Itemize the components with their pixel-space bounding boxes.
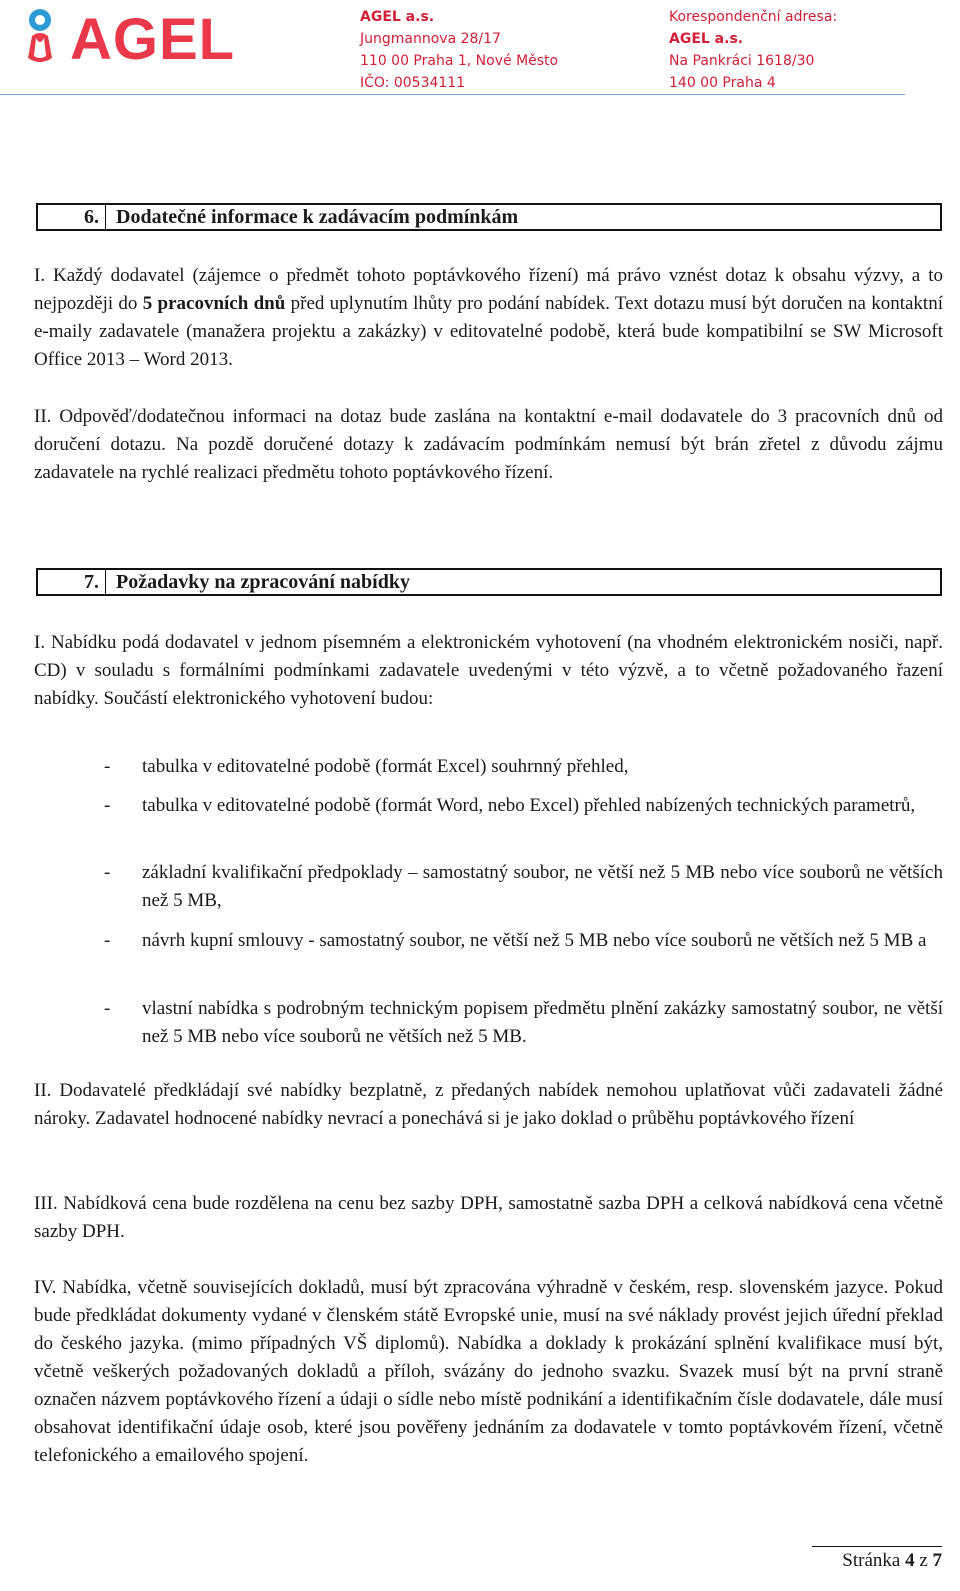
list-item-text: základní kvalifikační předpoklady – samostatný soubor, ne větší než 5 MB nebo více souborů ne větších než 5 MB, (142, 862, 943, 911)
list-item (106, 792, 943, 820)
section-6-paragraph-1 (34, 262, 943, 374)
correspondence-street: Na Pankráci 1618/30 (669, 53, 815, 69)
list-dash: - (104, 998, 111, 1019)
company-address (360, 6, 558, 94)
page-label: Stránka (842, 1550, 901, 1571)
section-7-paragraph-2: II. Dodavatelé předkládají své nabídky bezplatně, z předaných nabídek nemohou uplatňovat vůči zadavateli žádné nároky. Zadavatel hodnocené nabídky nevrací a ponechává si je jako doklad o průběhu poptávkového řízení (34, 1080, 943, 1129)
logo-wordmark: AGEL (70, 7, 236, 72)
company-name: AGEL a.s. (360, 9, 435, 25)
list-item (106, 927, 943, 955)
section-number: 7. (38, 570, 106, 594)
list-item (106, 995, 943, 1051)
section-7-paragraph-4: IV. Nabídka, včetně souvisejících dokladů, musí být zpracována výhradně v českém, resp. slovenském jazyce. Pokud bude předkládat dokumenty vydané v členském státě Evropské unie, musí na své náklady provést jejich úřední překlad do českého jazyka. (mimo případných VŠ diplomů). Nabídka a doklady k prokázání splnění kvalifikace musí být, včetně veškerých požadovaných dokladů a příloh, svázány do jednoho svazku. Svazek musí být na první straně označen názvem poptávkového řízení a údaji o sídle nebo místě podnikání a identifikačním čísle dodavatele, dále musí obsahovat identifikační údaje osob, které jsou pověřeny jednáním za dodavatele v tomto poptávkovém řízení, včetně telefonického a emailového spojení. (34, 1277, 943, 1466)
list-item-text: tabulka v editovatelné podobě (formát Excel) souhrnný přehled, (142, 756, 629, 777)
company-city: 110 00 Praha 1, Nové Město (360, 53, 559, 69)
section-number: 6. (38, 205, 106, 229)
list-dash: - (104, 795, 111, 816)
section-6-paragraph-2: II. Odpověď/dodatečnou informaci na dotaz bude zaslána na kontaktní e-mail dodavatele do 3 pracovních dnů od doručení dotazu. Na pozdě doručené dotazy k zadávacím podmínkám nemusí být brán zřetel z důvodu zájmu zadavatele na rychlé realizaci předmětu tohoto poptávkového řízení. (34, 406, 943, 483)
correspondence-address (669, 6, 837, 94)
company-street: Jungmannova 28/17 (360, 31, 501, 47)
correspondence-label: Korespondenční adresa: (669, 9, 838, 25)
company-ico: IČO: 00534111 (360, 75, 466, 91)
list-dash: - (104, 862, 111, 883)
section-title: Požadavky na zpracování nabídky (116, 570, 410, 593)
section-title: Dodatečné informace k zadávacím podmínkám (116, 205, 519, 228)
correspondence-city: 140 00 Praha 4 (669, 75, 776, 91)
paragraph-text: před uplynutím lhůty pro podání nabídek. Text dotazu musí být doručen na kontaktní e-maily zadavatele (manažera projektu a zakázky) v editovatelné podobě, která bude kompatibilní se SW Microsoft Office 2013 – Word 2013. (34, 293, 943, 370)
list-item (106, 859, 943, 915)
list-item-text: vlastní nabídka s podrobným technickým popisem předmětu plnění zakázky samostatný soubor, ne větší než 5 MB nebo více souborů ne větších než 5 MB. (142, 998, 943, 1047)
list-dash: - (104, 930, 111, 951)
paragraph-bold-text: 5 pracovních dnů (142, 293, 286, 314)
list-item-text: tabulka v editovatelné podobě (formát Word, nebo Excel) přehled nabízených technických parametrů, (142, 795, 916, 816)
section-7-paragraph-3: III. Nabídková cena bude rozdělena na cenu bez sazby DPH, samostatně sazba DPH a celková nabídková cena včetně sazby DPH. (34, 1193, 943, 1242)
list-item-text: návrh kupní smlouvy - samostatný soubor, ne větší než 5 MB nebo více souborů ne větších než 5 MB a (142, 930, 927, 951)
agel-figure-icon (22, 8, 68, 74)
section-7-heading (36, 568, 942, 596)
header-divider (0, 94, 905, 95)
document-header (0, 0, 960, 100)
section-7-paragraph-1: I. Nabídku podá dodavatel v jednom písemném a elektronickém vyhotovení (na vhodném elektronickém nosiči, např. CD) v souladu s formálními podmínkami zadavatele uvedenými v této výzvě, a to včetně požadovaného řazení nabídky. Součástí elektronického vyhotovení budou: (34, 632, 943, 709)
page-of: z (919, 1550, 928, 1571)
current-page: 4 (905, 1550, 915, 1571)
paragraph-text: I. Každý dodavatel (zájemce o předmět tohoto poptávkového řízení) má právo vznést dotaz k obsahu výzvy, a to nejpozději do (34, 265, 943, 314)
section-6-heading (36, 203, 942, 231)
agel-logo (22, 8, 237, 74)
list-dash: - (104, 756, 111, 777)
page-number (812, 1546, 942, 1575)
list-item (106, 753, 943, 781)
correspondence-name: AGEL a.s. (669, 31, 744, 47)
total-pages: 7 (932, 1550, 942, 1571)
